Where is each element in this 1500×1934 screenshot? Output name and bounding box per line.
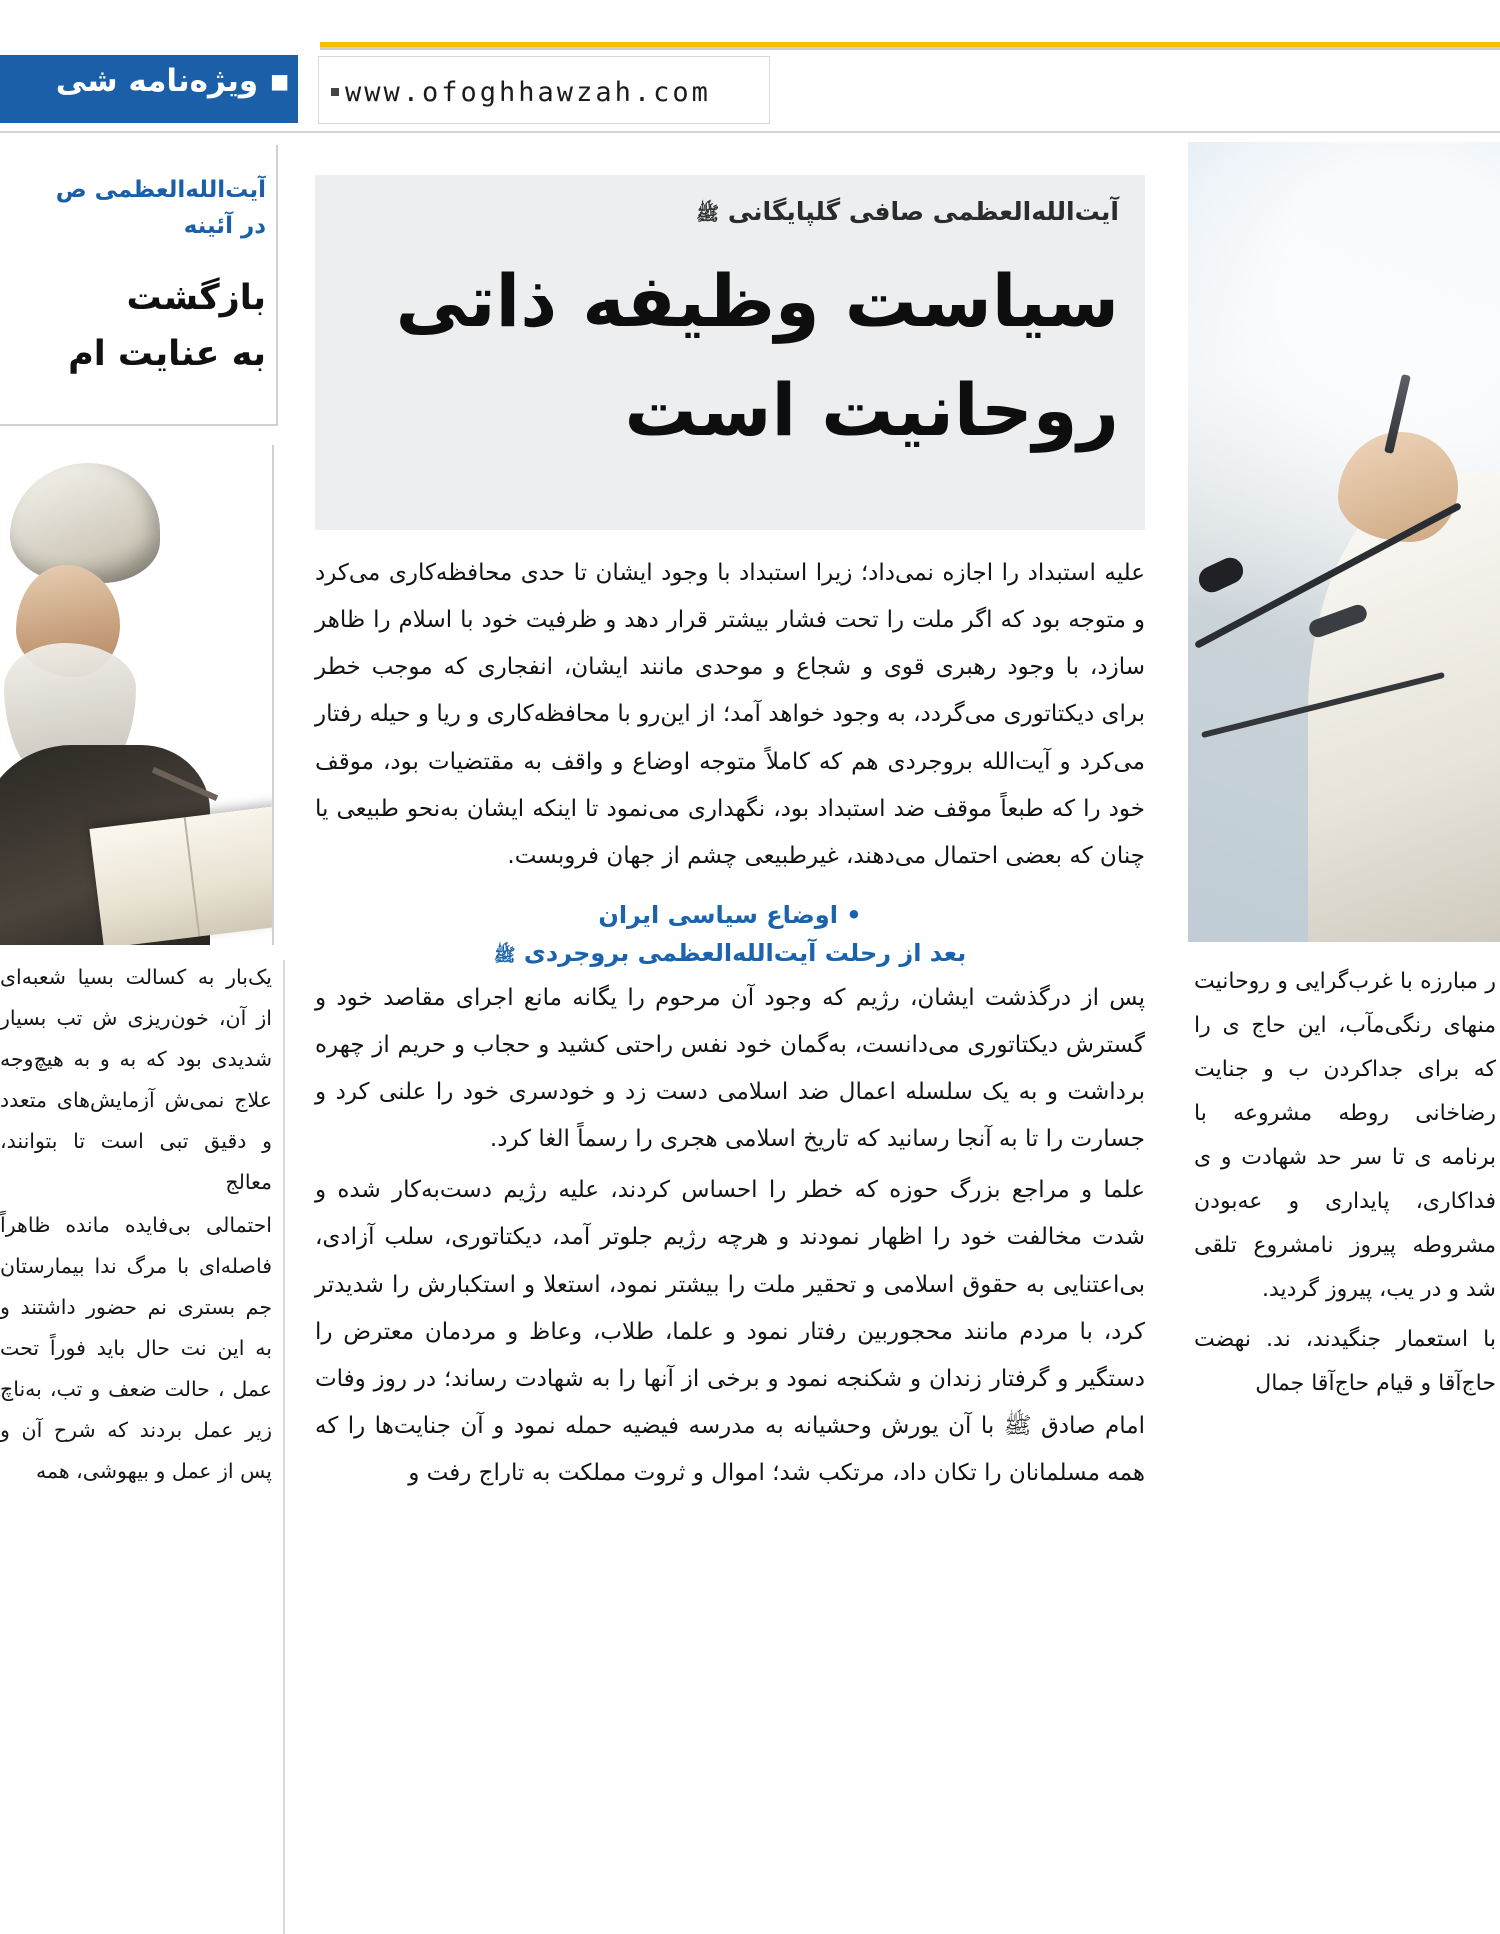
masthead-title: ویژه‌نامه شی: [55, 63, 259, 99]
sidebar-column: [0, 145, 278, 1934]
article-byline-text: آیت‌الله‌العظمی صافی گلپایگانی: [727, 197, 1119, 226]
article-paragraph: علما و مراجع بزرگ حوزه که خطر را احساس کردند، علیه رژیم دست‌به‌کار شده و شدت مخالفت خود را اظهار نمودند و هرچه رژیم جلوتر آمد، دیکتاتوری، سلب آزادی، بی‌اعتنایی به حقوق اسلامی و تحقیر ملت را بیشتر نمود، استعلا و استکبارش را شدیدتر کرد، با مردم مانند محجوربین رفتار نمود و علما، طلاب، وعاظ و مردمان معترض را دستگیر و گرفتار زندان و شکنجه نمود و برخی از آنها را به شهادت رساند؛ در روز وفات امام صادق ﷺ با آن یورش وحشیانه به مدرسه فیضیه حمله نمود و آن جنایت‌ها را که همه مسلمانان را تکان داد، مرتکب شد؛ اموال و ثروت مملکت به تاراج رفت و: [315, 1177, 1145, 1487]
sidebar-kicker-line-2: در آئینه: [183, 212, 266, 239]
sidebar-headline-line-2: به عنایت ام: [68, 334, 266, 374]
sidebar-paragraph: یک‌بار به کسالت بسیا شعبه‌ای از آن، خون‌ریزی ش تب بسیار شدیدی بود که به و به هیچ‌وجه علاج نمی‌ش آزمایش‌های متعدد و دقیق تبی است تا بتوانند، معالج: [0, 965, 272, 1194]
article-body: [315, 550, 1145, 1501]
article-byline: [696, 197, 1119, 230]
website-url-text: www.ofoghhawzah.com: [345, 77, 711, 108]
right-column-paragraph: ر مبارزه با غرب‌گرایی و روحانیت منهای رنگی‌مآب، این حاج ی را که برای جداکردن ب و جنایت رضاخانی روطه مشروعه با برنامه ی تا سر حد شهادت و ی فداکاری، پایداری و عه‌بودن مشروطه پیروز نامشروع تلقی شد و در یب، پیروز گردید.: [1194, 969, 1496, 1302]
main-article: [300, 145, 1180, 1934]
page-top-strip: [0, 0, 1500, 44]
sidebar-teaser-box[interactable]: [0, 145, 278, 426]
article-subheading-line-1: • اوضاع سیاسی ایران: [598, 900, 862, 929]
sidebar-portrait-photo: [0, 445, 274, 945]
page-title-line-1: سیاست وظیفه ذاتی: [395, 259, 1119, 343]
article-subheading: [315, 896, 1145, 973]
page-title: [339, 247, 1119, 466]
sidebar-kicker-line-1: آیت‌الله‌العظمی ص: [55, 177, 266, 203]
open-book-shape: [89, 806, 274, 945]
header-gray-rule: [320, 47, 1500, 50]
article-paragraph: پس از درگذشت ایشان، رژیم که وجود آن مرحوم را یگانه مانع اجرای مقاصد خود و گسترش دیکتاتوری می‌دانست، به‌گمان خود نفس راحتی کشید و حجاب و حریم از چهره برداشت و به یک سلسله اعمال ضد اسلامی دست زد و خودسری خود را علنی کرد و جسارت را تا به آنجا رسانید که تاریخ اسلامی هجری را رسماً الغا کرد.: [315, 984, 1145, 1153]
website-url-box[interactable]: [318, 56, 770, 124]
seal-icon: ﷺ: [696, 203, 720, 225]
turban-shape: [10, 463, 160, 583]
right-column-paragraph: با استعمار جنگیدند، ند. نهضت حاج‌آقا و قیام حاج‌آقا جمال: [1194, 1327, 1496, 1396]
sidebar-kicker: [6, 173, 266, 244]
page-title-line-2: روحانیت است: [624, 368, 1119, 453]
column-rule: [283, 960, 285, 1934]
article-subheading-line-2: [315, 934, 1145, 972]
right-column-body-text: [1190, 960, 1496, 1934]
article-subheading-text: بعد از رحلت آیت‌الله‌العظمی بروجردی: [523, 939, 967, 968]
article-paragraph: علیه استبداد را اجازه نمی‌داد؛ زیرا استبداد با وجود ایشان تا حدی محافظه‌کاری می‌کرد و متوجه بود که اگر ملت را تحت فشار بیشتر قرار دهد و ظرفیت خود با اسلام را ظاهر سازد، با وجود رهبری قوی و شجاع و موحدی مانند ایشان، انفجاری که موجب خطر برای دیکتاتوری می‌گردد، به وجود خواهد آمد؛ از این‌رو با محافظه‌کاری و ریا و حیله رفتار می‌کرد و آیت‌الله بروجردی هم که کاملاً متوجه اوضاع و واقف به مقتضیات بود، موقف خود را که طبعاً موقف ضد استبداد بود، نگهداری می‌نمود تا اینکه ایشان به‌نحو طبیعی یا چنان که بعضی احتمال می‌دهند، غیرطبیعی چشم از جهان فروبست.: [315, 560, 1145, 869]
seal-icon: ﷺ: [493, 945, 516, 967]
article-photo: [1188, 142, 1500, 942]
sidebar-paragraph: احتمالی بی‌فایده مانده ظاهراً فاصله‌ای با مرگ ندا بیمارستان جم بستری نم حضور داشتند و به این نت حال باید فوراً تحت عمل ، حالت ضعف و تب، به‌ناچ زیر عمل بردند که شرح آن و پس از عمل و بیهوشی، همه: [0, 1213, 272, 1483]
masthead-bullet-icon: ▪: [268, 63, 290, 99]
square-bullet-icon: [331, 88, 339, 96]
sidebar-headline-line-1: بازگشت: [126, 278, 266, 318]
sidebar-body-text: [0, 957, 278, 1934]
article-title-box: [315, 175, 1145, 530]
masthead-banner: [0, 55, 298, 123]
header-divider: [0, 131, 1500, 133]
sidebar-headline: [1, 270, 266, 382]
